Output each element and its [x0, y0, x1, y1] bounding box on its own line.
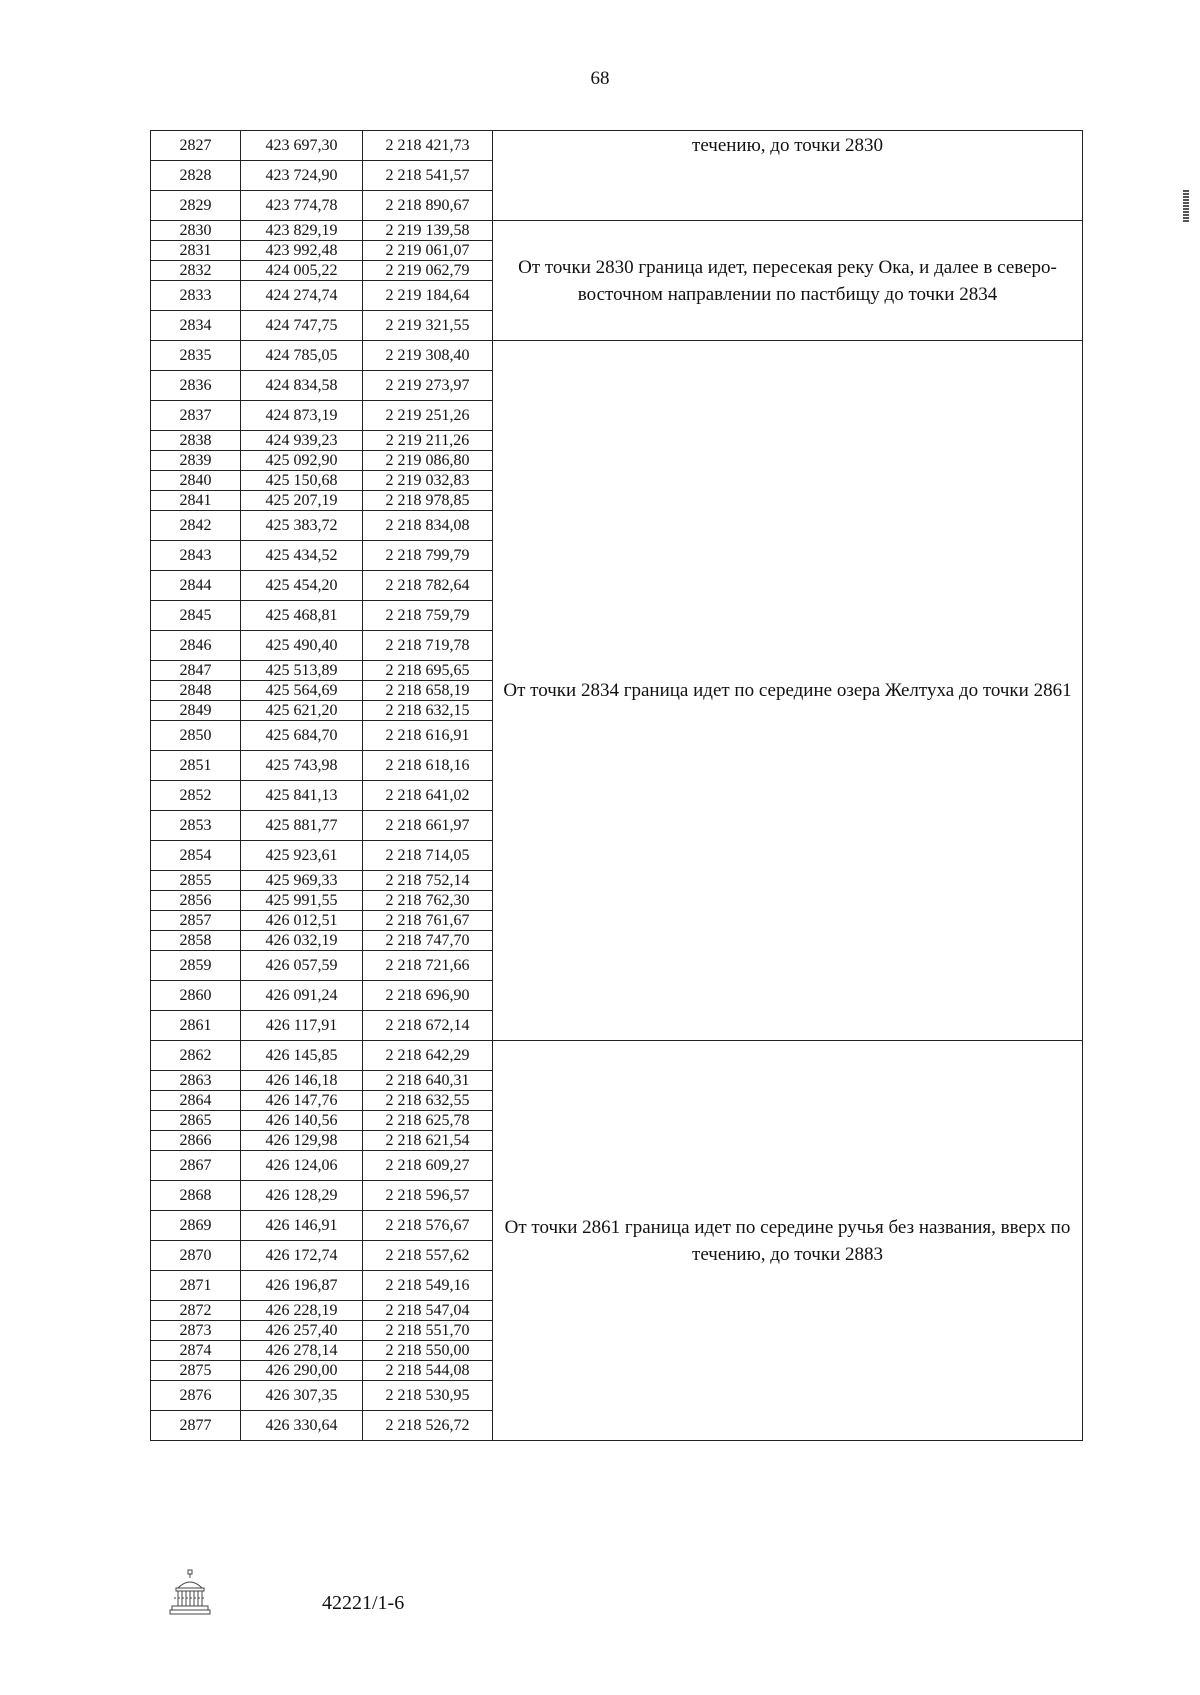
point-number-cell: 2838: [151, 431, 241, 451]
y-coordinate-cell: 2 219 086,80: [363, 451, 493, 471]
point-number-cell: 2831: [151, 241, 241, 261]
point-number-cell: 2862: [151, 1041, 241, 1071]
x-coordinate-cell: 425 841,13: [241, 781, 363, 811]
y-coordinate-cell: 2 219 184,64: [363, 281, 493, 311]
x-coordinate-cell: 426 124,06: [241, 1151, 363, 1181]
point-number-cell: 2859: [151, 951, 241, 981]
x-coordinate-cell: 424 747,75: [241, 311, 363, 341]
y-coordinate-cell: 2 218 421,73: [363, 131, 493, 161]
y-coordinate-cell: 2 219 211,26: [363, 431, 493, 451]
point-number-cell: 2866: [151, 1131, 241, 1151]
table-row: [151, 221, 1083, 241]
y-coordinate-cell: 2 219 061,07: [363, 241, 493, 261]
x-coordinate-cell: 425 684,70: [241, 721, 363, 751]
point-number-cell: 2827: [151, 131, 241, 161]
point-number-cell: 2863: [151, 1071, 241, 1091]
point-number-cell: 2854: [151, 841, 241, 871]
x-coordinate-cell: 425 621,20: [241, 701, 363, 721]
x-coordinate-cell: 426 228,19: [241, 1301, 363, 1321]
x-coordinate-cell: 425 383,72: [241, 511, 363, 541]
x-coordinate-cell: 426 146,18: [241, 1071, 363, 1091]
point-number-cell: 2868: [151, 1181, 241, 1211]
point-number-cell: 2864: [151, 1091, 241, 1111]
y-coordinate-cell: 2 218 596,57: [363, 1181, 493, 1211]
boundary-description-cell: От точки 2834 граница идет по середине озера Желтуха до точки 2861: [493, 341, 1083, 1041]
point-number-cell: 2834: [151, 311, 241, 341]
point-number-cell: 2836: [151, 371, 241, 401]
point-number-cell: 2850: [151, 721, 241, 751]
y-coordinate-cell: 2 218 695,65: [363, 661, 493, 681]
point-number-cell: 2865: [151, 1111, 241, 1131]
y-coordinate-cell: 2 218 782,64: [363, 571, 493, 601]
y-coordinate-cell: 2 218 747,70: [363, 931, 493, 951]
point-number-cell: 2833: [151, 281, 241, 311]
y-coordinate-cell: 2 218 762,30: [363, 891, 493, 911]
point-number-cell: 2839: [151, 451, 241, 471]
x-coordinate-cell: 424 005,22: [241, 261, 363, 281]
building-emblem-icon: [168, 1568, 212, 1618]
point-number-cell: 2832: [151, 261, 241, 281]
x-coordinate-cell: 426 146,91: [241, 1211, 363, 1241]
point-number-cell: 2846: [151, 631, 241, 661]
y-coordinate-cell: 2 219 321,55: [363, 311, 493, 341]
y-coordinate-cell: 2 218 799,79: [363, 541, 493, 571]
point-number-cell: 2830: [151, 221, 241, 241]
x-coordinate-cell: 426 140,56: [241, 1111, 363, 1131]
x-coordinate-cell: 425 991,55: [241, 891, 363, 911]
point-number-cell: 2829: [151, 191, 241, 221]
x-coordinate-cell: 423 774,78: [241, 191, 363, 221]
table-body: [151, 131, 1083, 1441]
point-number-cell: 2849: [151, 701, 241, 721]
point-number-cell: 2845: [151, 601, 241, 631]
y-coordinate-cell: 2 218 576,67: [363, 1211, 493, 1241]
boundary-coordinates-table: [150, 130, 1083, 1441]
point-number-cell: 2853: [151, 811, 241, 841]
point-number-cell: 2858: [151, 931, 241, 951]
y-coordinate-cell: 2 218 978,85: [363, 491, 493, 511]
point-number-cell: 2856: [151, 891, 241, 911]
y-coordinate-cell: 2 218 625,78: [363, 1111, 493, 1131]
x-coordinate-cell: 426 290,00: [241, 1361, 363, 1381]
y-coordinate-cell: 2 218 530,95: [363, 1381, 493, 1411]
point-number-cell: 2837: [151, 401, 241, 431]
point-number-cell: 2870: [151, 1241, 241, 1271]
y-coordinate-cell: 2 218 526,72: [363, 1411, 493, 1441]
x-coordinate-cell: 426 147,76: [241, 1091, 363, 1111]
y-coordinate-cell: 2 218 632,15: [363, 701, 493, 721]
x-coordinate-cell: 425 468,81: [241, 601, 363, 631]
x-coordinate-cell: 426 257,40: [241, 1321, 363, 1341]
y-coordinate-cell: 2 218 549,16: [363, 1271, 493, 1301]
x-coordinate-cell: 426 196,87: [241, 1271, 363, 1301]
y-coordinate-cell: 2 218 719,78: [363, 631, 493, 661]
x-coordinate-cell: 423 829,19: [241, 221, 363, 241]
y-coordinate-cell: 2 218 721,66: [363, 951, 493, 981]
x-coordinate-cell: 425 454,20: [241, 571, 363, 601]
point-number-cell: 2855: [151, 871, 241, 891]
point-number-cell: 2840: [151, 471, 241, 491]
y-coordinate-cell: 2 218 672,14: [363, 1011, 493, 1041]
table-row: [151, 1041, 1083, 1071]
x-coordinate-cell: 426 057,59: [241, 951, 363, 981]
x-coordinate-cell: 425 434,52: [241, 541, 363, 571]
y-coordinate-cell: 2 218 616,91: [363, 721, 493, 751]
y-coordinate-cell: 2 218 557,62: [363, 1241, 493, 1271]
point-number-cell: 2876: [151, 1381, 241, 1411]
point-number-cell: 2861: [151, 1011, 241, 1041]
x-coordinate-cell: 424 785,05: [241, 341, 363, 371]
boundary-description-cell: От точки 2861 граница идет по середине ручья без названия, вверх по течению, до точки 2883: [493, 1041, 1083, 1441]
x-coordinate-cell: 425 743,98: [241, 751, 363, 781]
point-number-cell: 2852: [151, 781, 241, 811]
table-row: [151, 341, 1083, 371]
x-coordinate-cell: 426 128,29: [241, 1181, 363, 1211]
y-coordinate-cell: 2 219 139,58: [363, 221, 493, 241]
x-coordinate-cell: 426 145,85: [241, 1041, 363, 1071]
point-number-cell: 2835: [151, 341, 241, 371]
y-coordinate-cell: 2 218 551,70: [363, 1321, 493, 1341]
point-number-cell: 2872: [151, 1301, 241, 1321]
boundary-description-cell: течению, до точки 2830: [493, 131, 1083, 221]
x-coordinate-cell: 425 513,89: [241, 661, 363, 681]
x-coordinate-cell: 424 939,23: [241, 431, 363, 451]
x-coordinate-cell: 425 923,61: [241, 841, 363, 871]
y-coordinate-cell: 2 218 752,14: [363, 871, 493, 891]
x-coordinate-cell: 426 172,74: [241, 1241, 363, 1271]
point-number-cell: 2869: [151, 1211, 241, 1241]
y-coordinate-cell: 2 218 632,55: [363, 1091, 493, 1111]
x-coordinate-cell: 425 969,33: [241, 871, 363, 891]
y-coordinate-cell: 2 218 547,04: [363, 1301, 493, 1321]
x-coordinate-cell: 426 091,24: [241, 981, 363, 1011]
y-coordinate-cell: 2 218 621,54: [363, 1131, 493, 1151]
x-coordinate-cell: 425 881,77: [241, 811, 363, 841]
point-number-cell: 2848: [151, 681, 241, 701]
point-number-cell: 2843: [151, 541, 241, 571]
y-coordinate-cell: 2 219 062,79: [363, 261, 493, 281]
point-number-cell: 2851: [151, 751, 241, 781]
document-code: 42221/1-6: [322, 1592, 405, 1614]
point-number-cell: 2857: [151, 911, 241, 931]
x-coordinate-cell: 425 092,90: [241, 451, 363, 471]
x-coordinate-cell: 425 207,19: [241, 491, 363, 511]
y-coordinate-cell: 2 218 890,67: [363, 191, 493, 221]
point-number-cell: 2867: [151, 1151, 241, 1181]
point-number-cell: 2828: [151, 161, 241, 191]
point-number-cell: 2860: [151, 981, 241, 1011]
y-coordinate-cell: 2 218 658,19: [363, 681, 493, 701]
y-coordinate-cell: 2 218 640,31: [363, 1071, 493, 1091]
x-coordinate-cell: 426 129,98: [241, 1131, 363, 1151]
y-coordinate-cell: 2 218 618,16: [363, 751, 493, 781]
x-coordinate-cell: 426 307,35: [241, 1381, 363, 1411]
x-coordinate-cell: 426 012,51: [241, 911, 363, 931]
x-coordinate-cell: 426 032,19: [241, 931, 363, 951]
point-number-cell: 2874: [151, 1341, 241, 1361]
y-coordinate-cell: 2 218 642,29: [363, 1041, 493, 1071]
x-coordinate-cell: 423 697,30: [241, 131, 363, 161]
y-coordinate-cell: 2 219 308,40: [363, 341, 493, 371]
y-coordinate-cell: 2 219 273,97: [363, 371, 493, 401]
x-coordinate-cell: 425 150,68: [241, 471, 363, 491]
x-coordinate-cell: 423 992,48: [241, 241, 363, 261]
point-number-cell: 2842: [151, 511, 241, 541]
point-number-cell: 2841: [151, 491, 241, 511]
y-coordinate-cell: 2 218 609,27: [363, 1151, 493, 1181]
x-coordinate-cell: 424 834,58: [241, 371, 363, 401]
x-coordinate-cell: 426 117,91: [241, 1011, 363, 1041]
x-coordinate-cell: 424 274,74: [241, 281, 363, 311]
table-row: [151, 131, 1083, 161]
y-coordinate-cell: 2 218 761,67: [363, 911, 493, 931]
boundary-description-cell: От точки 2830 граница идет, пересекая реку Ока, и далее в северо-восточном направлении по пастбищу до точки 2834: [493, 221, 1083, 341]
y-coordinate-cell: 2 218 641,02: [363, 781, 493, 811]
y-coordinate-cell: 2 218 661,97: [363, 811, 493, 841]
y-coordinate-cell: 2 219 032,83: [363, 471, 493, 491]
x-coordinate-cell: 426 330,64: [241, 1411, 363, 1441]
y-coordinate-cell: 2 218 696,90: [363, 981, 493, 1011]
y-coordinate-cell: 2 218 550,00: [363, 1341, 493, 1361]
point-number-cell: 2877: [151, 1411, 241, 1441]
scan-edge-mark: [1183, 190, 1189, 222]
point-number-cell: 2875: [151, 1361, 241, 1381]
y-coordinate-cell: 2 218 759,79: [363, 601, 493, 631]
page-number: 68: [590, 68, 610, 89]
x-coordinate-cell: 423 724,90: [241, 161, 363, 191]
point-number-cell: 2847: [151, 661, 241, 681]
point-number-cell: 2873: [151, 1321, 241, 1341]
y-coordinate-cell: 2 218 834,08: [363, 511, 493, 541]
y-coordinate-cell: 2 218 714,05: [363, 841, 493, 871]
point-number-cell: 2844: [151, 571, 241, 601]
y-coordinate-cell: 2 218 541,57: [363, 161, 493, 191]
point-number-cell: 2871: [151, 1271, 241, 1301]
x-coordinate-cell: 425 564,69: [241, 681, 363, 701]
y-coordinate-cell: 2 219 251,26: [363, 401, 493, 431]
x-coordinate-cell: 424 873,19: [241, 401, 363, 431]
x-coordinate-cell: 426 278,14: [241, 1341, 363, 1361]
x-coordinate-cell: 425 490,40: [241, 631, 363, 661]
y-coordinate-cell: 2 218 544,08: [363, 1361, 493, 1381]
